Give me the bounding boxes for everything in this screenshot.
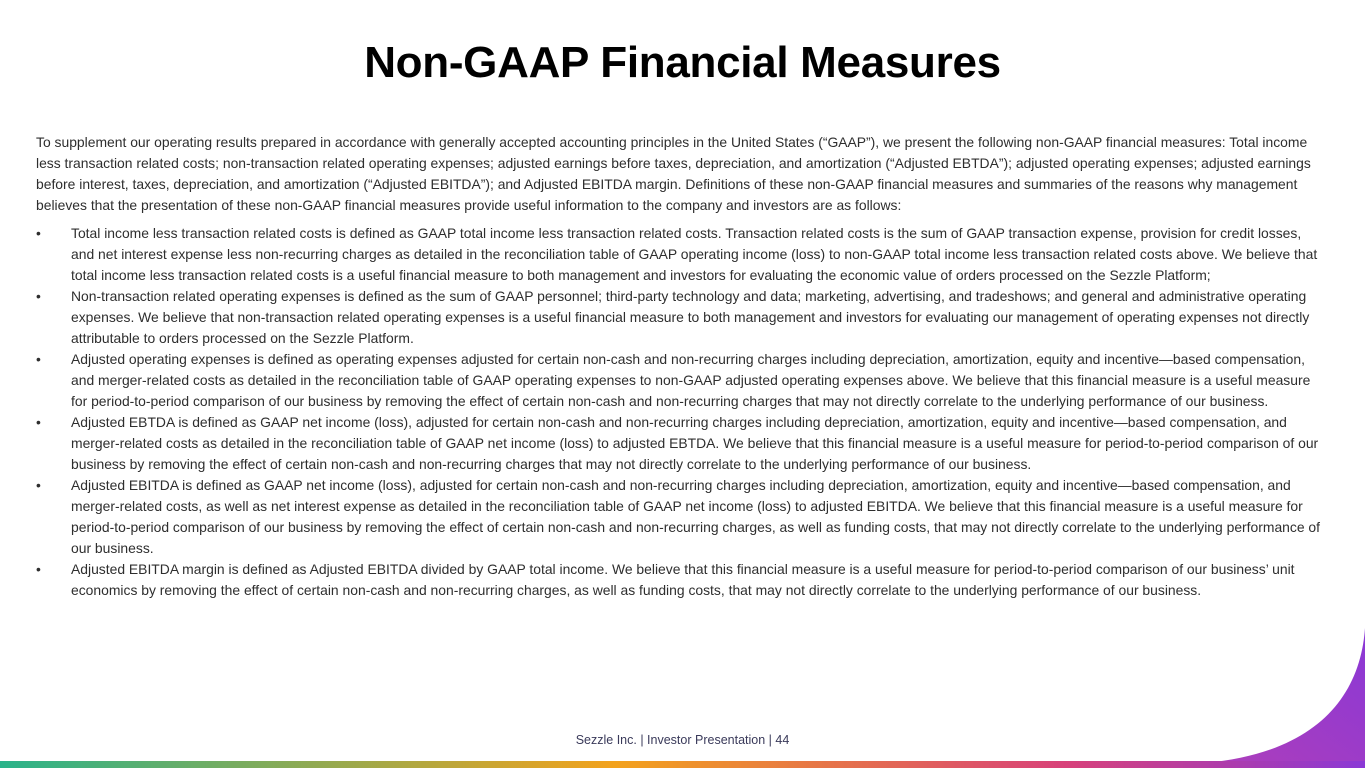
intro-paragraph: To supplement our operating results prepared in accordance with generally accepted accounting principles in the United States (“GAAP”), we present the following non-GAAP financial measures: Total income less transaction related costs; non-transaction related operating expenses; adjusted earnings before taxes, depreciation, and amortization (“Adjusted EBTDA”); adjusted operating expenses; adjusted earnings before interest, taxes, depreciation, and amortization (“Adjusted EBITDA”); and Adjusted EBITDA margin. Definitions of these non-GAAP financial measures and summaries of the reasons why management believes that the presentation of these non-GAAP financial measures provide useful information to the company and investors are as follows: — [36, 134, 1311, 213]
list-item — [36, 223, 1326, 286]
definitions-list — [36, 223, 1326, 601]
list-item — [36, 559, 1326, 601]
list-item — [36, 412, 1326, 475]
bottom-gradient-bar — [0, 761, 1365, 768]
slide-footer: Sezzle Inc. | Investor Presentation | 44 — [575, 733, 790, 747]
bullet-icon: • — [36, 477, 41, 493]
list-item — [36, 475, 1326, 559]
bullet-icon: • — [36, 288, 41, 304]
list-item-text: Adjusted EBITDA margin is defined as Adjusted EBITDA divided by GAAP total income. We believe that this financial measure is a useful measure for period-to-period comparison of our business’ unit economics by removing the effect of certain non-cash and non-recurring charges, as well as funding costs, that may not directly correlate to the underlying performance of our business. — [71, 561, 1295, 598]
slide-body — [36, 132, 1326, 601]
list-item-text: Total income less transaction related costs is defined as GAAP total income less transaction related costs. Transaction related costs is the sum of GAAP transaction expense, provision for credit losses, and net interest expense less non-recurring charges as detailed in the reconciliation table of GAAP operating income (loss) to non-GAAP total income less transaction related costs above. We believe that total income less transaction related costs is a useful financial measure to both management and investors for evaluating the economic value of orders processed on the Sezzle Platform; — [71, 225, 1318, 283]
bullet-icon: • — [36, 414, 41, 430]
list-item-text: Adjusted EBITDA is defined as GAAP net income (loss), adjusted for certain non-cash and non-recurring charges including depreciation, amortization, equity and incentive—based compensation, and merger-related costs, as well as net interest expense as detailed in the reconciliation table of GAAP net income (loss) to adjusted EBITDA. We believe that this financial measure is a useful measure for period-to-period comparison of our business by removing the effect of certain non-cash and non-recurring charges, as well as funding costs, that may not directly correlate to the underlying performance of our business. — [71, 477, 1321, 556]
bullet-icon: • — [36, 561, 41, 577]
list-item-text: Adjusted operating expenses is defined as operating expenses adjusted for certain non-cash and non-recurring charges including depreciation, amortization, equity and incentive—based compensation, and merger-related costs as detailed in the reconciliation table of GAAP operating expenses to non-GAAP adjusted operating expenses above. We believe that this financial measure is a useful measure for period-to-period comparison of our business by removing the effect of certain non-cash and non-recurring charges that may not directly correlate to the underlying performance of our business. — [71, 351, 1311, 409]
list-item-text: Non-transaction related operating expenses is defined as the sum of GAAP personnel; third-party technology and data; marketing, advertising, and tradeshows; and general and administrative operating expenses. We believe that non-transaction related operating expenses is a useful financial measure to both management and investors for evaluating our management of operating expenses not directly attributable to orders processed on the Sezzle Platform. — [71, 288, 1310, 346]
list-item-text: Adjusted EBTDA is defined as GAAP net income (loss), adjusted for certain non-cash and non-recurring charges including depreciation, amortization, equity and incentive—based compensation, and merger-related costs as detailed in the reconciliation table of GAAP net income (loss) to adjusted EBTDA. We believe that this financial measure is a useful measure for period-to-period comparison of our business by removing the effect of certain non-cash and non-recurring charges that may not directly correlate to the underlying performance of our business. — [71, 414, 1319, 472]
list-item — [36, 349, 1326, 412]
bullet-icon: • — [36, 351, 41, 367]
corner-swoosh-shape — [1185, 628, 1365, 768]
bullet-icon: • — [36, 225, 41, 241]
corner-swoosh-decoration — [1125, 628, 1365, 768]
list-item — [36, 286, 1326, 349]
page-title: Non-GAAP Financial Measures — [364, 38, 1001, 87]
